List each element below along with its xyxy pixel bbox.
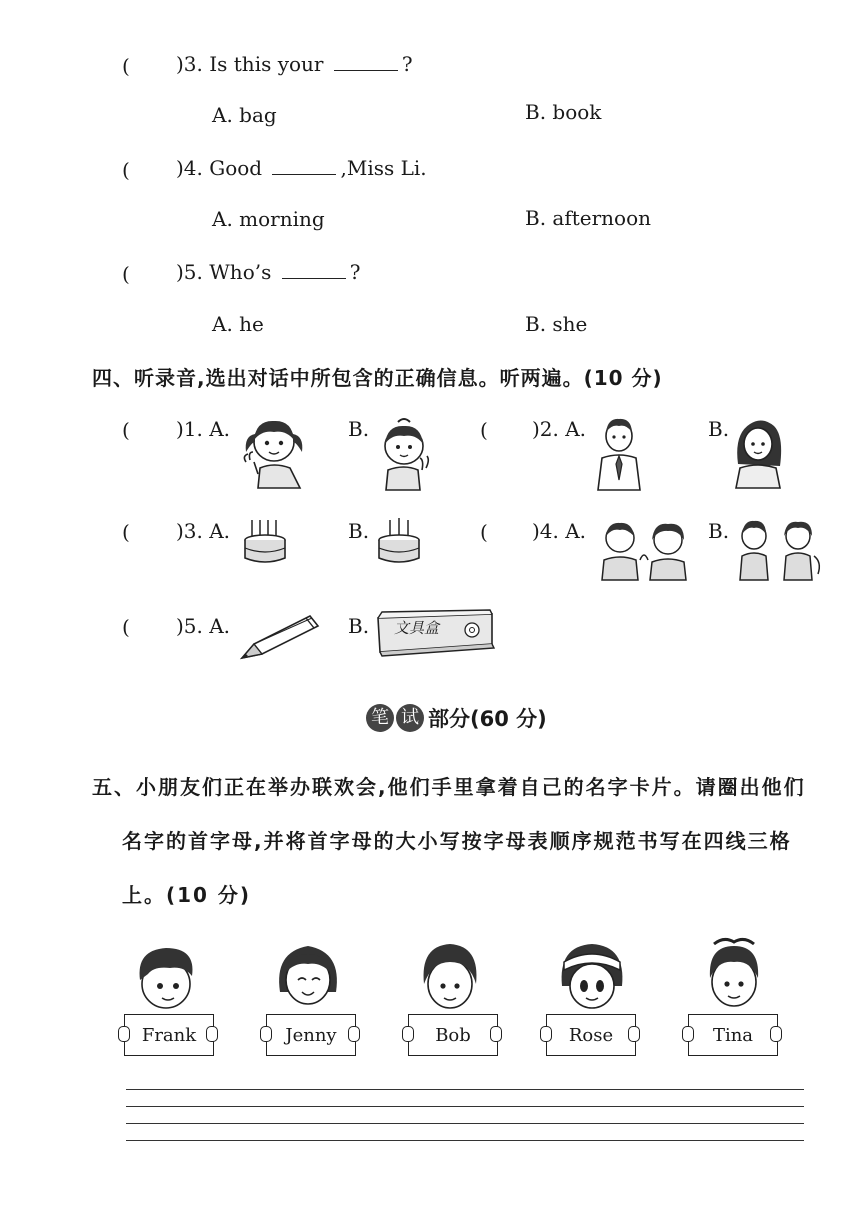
birthday-cake-icon[interactable] [240, 516, 290, 566]
girl-waving-icon[interactable] [236, 412, 306, 490]
answer-blank [334, 52, 398, 71]
hand-icon [206, 1026, 218, 1042]
hand-icon [770, 1026, 782, 1042]
answer-paren[interactable]: ( [122, 54, 130, 78]
girl-waving-icon[interactable] [372, 416, 436, 492]
hand-icon [260, 1026, 272, 1042]
pencil-box-label: 文具盒 [394, 619, 440, 637]
question-number: )5. [176, 260, 203, 284]
question-stem [176, 259, 360, 285]
question-number: )1. A. [176, 417, 231, 441]
grid-line [126, 1106, 804, 1107]
option-b[interactable]: B. afternoon [525, 206, 652, 230]
question-stem [176, 155, 427, 181]
boy-icon [410, 938, 490, 1020]
two-girls-icon[interactable] [596, 516, 700, 582]
hand-icon [348, 1026, 360, 1042]
hand-icon [490, 1026, 502, 1042]
section-5-line-1: 五、小朋友们正在举办联欢会,他们手里拿着自己的名字卡片。请圈出他们 [92, 775, 806, 799]
header-text: 部分(60 分) [428, 707, 547, 731]
option-a[interactable]: A. morning [212, 207, 325, 231]
hand-icon [628, 1026, 640, 1042]
answer-paren[interactable]: ( [122, 615, 130, 639]
section-5-line-3: 上。(10 分) [122, 883, 252, 907]
stem-text: ? [401, 52, 413, 76]
option-b[interactable]: B. book [525, 100, 602, 124]
written-part-header [366, 703, 547, 733]
grid-line [126, 1089, 804, 1090]
name-card: Frank [124, 1014, 214, 1056]
name-card: Tina [688, 1014, 778, 1056]
birthday-cake-icon[interactable] [374, 516, 424, 566]
option-b-label: B. [348, 614, 370, 638]
question-number: )2. A. [532, 417, 587, 441]
grid-line [126, 1140, 804, 1141]
hand-icon [118, 1026, 130, 1042]
hand-icon [682, 1026, 694, 1042]
section-4-title: 四、听录音,选出对话中所包含的正确信息。听两遍。(10 分) [92, 366, 663, 390]
option-b-label: B. [348, 417, 370, 441]
question-number: )3. A. [176, 519, 231, 543]
answer-paren[interactable]: ( [480, 418, 488, 442]
question-number: )4. [176, 156, 203, 180]
header-badge: 试 [396, 704, 424, 732]
stem-text: Who’s [209, 260, 272, 284]
option-b-label: B. [708, 519, 730, 543]
hand-icon [540, 1026, 552, 1042]
two-girls-icon[interactable] [734, 516, 826, 582]
man-with-tie-icon[interactable] [594, 414, 644, 492]
section-5-line-2: 名字的首字母,并将首字母的大小写按字母表顺序规范书写在四线三格 [122, 829, 792, 853]
stem-text: ,Miss Li. [340, 156, 427, 180]
girl-icon [268, 936, 348, 1020]
stem-text: ? [349, 260, 361, 284]
grid-line [126, 1123, 804, 1124]
boy-icon [126, 940, 206, 1020]
answer-paren[interactable]: ( [122, 520, 130, 544]
option-b-label: B. [708, 417, 730, 441]
answer-blank [282, 260, 346, 279]
option-a[interactable]: A. he [212, 312, 264, 336]
girl-icon [552, 936, 632, 1020]
header-badge: 笔 [366, 704, 394, 732]
name-card: Jenny [266, 1014, 356, 1056]
answer-paren[interactable]: ( [480, 520, 488, 544]
question-number: )4. A. [532, 519, 587, 543]
pencil-icon[interactable] [238, 610, 324, 662]
stem-text: Is this your [209, 52, 324, 76]
answer-paren[interactable]: ( [122, 262, 130, 286]
option-a[interactable]: A. bag [212, 103, 277, 127]
woman-icon[interactable] [730, 414, 786, 490]
girl-icon [694, 936, 774, 1020]
option-b[interactable]: B. she [525, 312, 588, 336]
question-number: )5. A. [176, 614, 231, 638]
answer-paren[interactable]: ( [122, 418, 130, 442]
answer-blank [272, 156, 336, 175]
question-number: )3. [176, 52, 203, 76]
name-card: Rose [546, 1014, 636, 1056]
question-stem [176, 51, 413, 77]
answer-paren[interactable]: ( [122, 158, 130, 182]
name-card: Bob [408, 1014, 498, 1056]
stem-text: Good [209, 156, 263, 180]
hand-icon [402, 1026, 414, 1042]
option-b-label: B. [348, 519, 370, 543]
